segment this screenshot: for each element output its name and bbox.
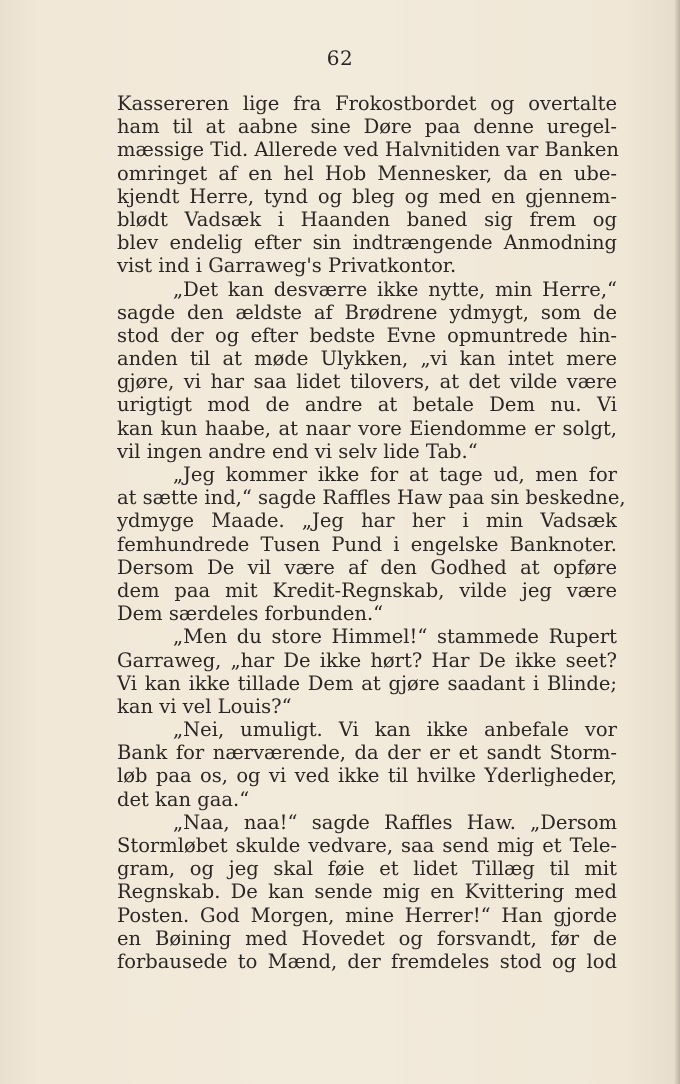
text-line: gram, og jeg skal føie et lidet Tillæg til mit: [117, 857, 617, 881]
text-line: Posten. God Morgen, mine Herrer!“ Han gjorde: [117, 903, 617, 927]
text-line: stod der og efter bedste Evne opmuntrede hin-: [117, 323, 617, 347]
body-text: [117, 92, 626, 973]
text-line: ydmyge Maade. „Jeg har her i min Vadsæk: [117, 509, 617, 533]
text-line: Regnskab. De kan sende mig en Kvittering med: [117, 880, 617, 904]
text-line: vist ind i Garraweg's Privatkontor.: [117, 254, 457, 278]
text-line: „Nei, umuligt. Vi kan ikke anbefale vor: [173, 718, 617, 742]
text-line: Bank for nærværende, da der er et sandt Storm-: [117, 741, 617, 765]
text-line: Vi kan ikke tillade Dem at gjøre saadant i Blinde;: [117, 671, 617, 695]
text-line: Dersom De vil være af den Godhed at opføre: [117, 555, 617, 579]
text-line: ham til at aabne sine Døre paa denne uregel-: [117, 115, 617, 139]
text-line: mæssige Tid. Allerede ved Halvnitiden var Banken: [117, 138, 619, 162]
text-line: Garraweg, „har De ikke hørt? Har De ikke seet?: [117, 648, 617, 672]
text-line: Dem særdeles forbunden.“: [117, 602, 384, 626]
text-line: blødt Vadsæk i Haanden baned sig frem og: [117, 207, 617, 231]
text-line: „Jeg kommer ikke for at tage ud, men for: [173, 463, 617, 486]
text-line: blev endelig efter sin indtrængende Anmodning: [117, 231, 617, 255]
text-line: urigtigt mod de andre at betale Dem nu. Vi: [117, 393, 617, 417]
text-line: forbausede to Mænd, der fremdeles stod og lod: [117, 949, 617, 973]
text-line: det kan gaa.“: [117, 787, 250, 811]
text-line: Kassereren lige fra Frokostbordet og overtalte: [117, 92, 617, 115]
text-line: sagde den ældste af Brødrene ydmygt, som de: [117, 300, 617, 324]
text-line: „Det kan desværre ikke nytte, min Herre,“: [173, 277, 617, 301]
text-line: kan kun haabe, at naar vore Eiendomme er solgt,: [117, 416, 617, 440]
text-line: dem paa mit Kredit-Regnskab, vilde jeg være: [117, 578, 617, 602]
text-line: vil ingen andre end vi selv lide Tab.“: [117, 439, 478, 463]
text-line: løb paa os, og vi ved ikke til hvilke Yderligheder,: [117, 764, 617, 788]
text-line: „Naa, naa!“ sagde Raffles Haw. „Dersom: [173, 810, 617, 834]
text-line: at sætte ind,“ sagde Raffles Haw paa sin beskedne,: [117, 486, 626, 510]
text-line: kan vi vel Louis?“: [117, 694, 292, 718]
text-line: „Men du store Himmel!“ stammede Rupert: [173, 625, 617, 649]
text-line: kjendt Herre, tynd og bleg og med en gjennem-: [117, 184, 617, 208]
text-line: omringet af en hel Hob Mennesker, da en ube-: [117, 161, 617, 185]
page-spine-shadow: [674, 0, 680, 1084]
text-line: Stormløbet skulde vedvare, saa send mig et Tele-: [117, 834, 617, 857]
text-line: en Bøining med Hovedet og forsvandt, før de: [117, 926, 617, 950]
text-line: anden til at møde Ulykken, „vi kan intet mere: [117, 347, 617, 371]
text-line: femhundrede Tusen Pund i engelske Banknoter.: [117, 532, 617, 556]
text-line: gjøre, vi har saa lidet tilovers, at det vilde være: [117, 370, 617, 394]
page-number: 62: [326, 46, 354, 70]
